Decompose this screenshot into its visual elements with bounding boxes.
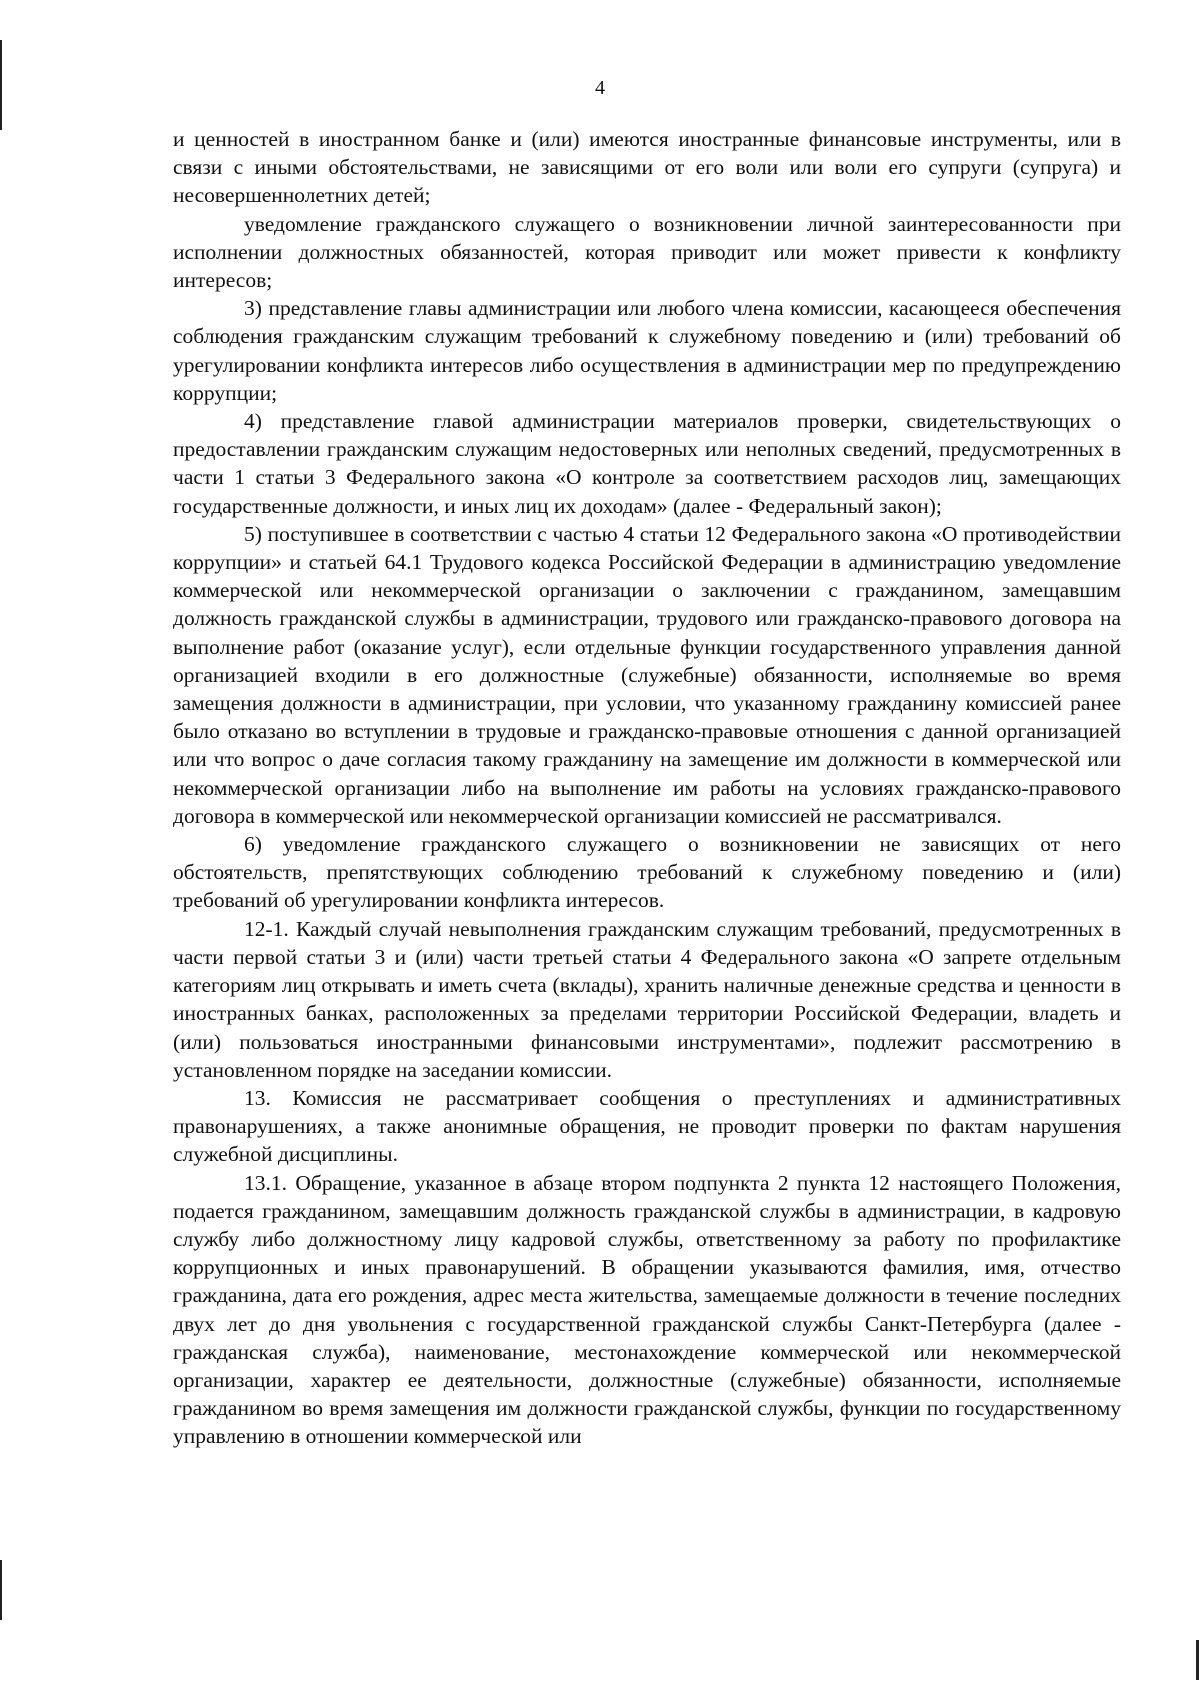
paragraph-continuation: и ценностей в иностранном банке и (или) имеются иностранные финансовые инструменты, или в связи с иными обстоятельствами, не зависящими от его воли или воли его супруги (супруга) и несовершеннолетних детей; [173,127,1121,208]
scan-edge-mark-left-lower [0,1560,2,1620]
paragraph-item-6: 6) уведомление гражданского служащего о возникновении не зависящих от него обстоятельств, препятствующих соблюдению требований к служебному поведению и (или) требований об урегулировании конфликта интересов. [173,832,1121,913]
page-number: 4 [595,77,605,99]
paragraph-13-1: 13.1. Обращение, указанное в абзаце втором подпункта 2 пункта 12 настоящего Положения, подается гражданином, замещавшим должность гражданской службы в администрации, в кадровую службу либо должностному лицу кадровой службы, ответственному за работу по профилактике коррупционных и иных правонарушений. В обращении указываются фамилия, имя, отчество гражданина, дата его рождения, адрес места жительства, замещаемые должности в течение последних двух лет до дня увольнения с государственной гражданской службы Санкт-Петербурга (далее - гражданская служба), наименование, местонахождение коммерческой или некоммерческой организации, характер ее деятельности, должностные (служебные) обязанности, исполняемые гражданином во время замещения им должности гражданской службы, функции по государственному управлению в отношении коммерческой или [173,1170,1121,1449]
paragraph-notification-interest: уведомление гражданского служащего о возникновении личной заинтересованности при исполнении должностных обязанностей, которая приводит или может привести к конфликту интересов; [173,211,1121,293]
paragraph-13: 13. Комиссия не рассматривает сообщения о преступлениях и административных правонарушениях, а также анонимные обращения, не проводит проверки по фактам нарушения служебной дисциплины. [173,1085,1121,1167]
paragraph-item-3: 3) представление главы администрации или любого члена комиссии, касающееся обеспечения соблюдения гражданским служащим требований к служебному поведению и (или) требований об урегулировании конфликта интересов либо осуществления в администрации мер по предупреждению коррупции; [173,296,1121,405]
paragraph-item-4: 4) представление главой администрации материалов проверки, свидетельствующих о предоставлении гражданским служащим недостоверных или неполных сведений, предусмотренных в части 1 статьи 3 Федерального закона «О контроле за соответствием расходов лиц, замещающих государственные должности, и иных лиц их доходам» (далее - Федеральный закон); [173,409,1121,518]
paragraph-item-5: 5) поступившее в соответствии с частью 4 статьи 12 Федерального закона «О противодействии коррупции» и статьей 64.1 Трудового кодекса Российской Федерации в администрацию уведомление коммерческой или некоммерческой организации о заключении с гражданином, замещавшим должность гражданской службы в администрации, трудового или гражданско-правового договора на выполнение работ (оказание услуг), если отдельные функции государственного управления данной организацией входили в его должностные (служебные) обязанности, исполняемые во время замещения должности в администрации, при условии, что указанному гражданину комиссией ранее было отказано во вступлении в трудовые и гражданско-правовые отношения с данной организацией или что вопрос о даче согласия такому гражданину на замещение им должности в коммерческой или некоммерческой организации либо на выполнение им работы на условиях гражданско-правового договора в коммерческой или некоммерческой организации комиссией не рассматривался. [173,521,1121,828]
paragraph-12-1: 12-1. Каждый случай невыполнения гражданским служащим требований, предусмотренных в части первой статьи 3 и (или) части третьей статьи 4 Федерального закона «О запрете отдельным категориям лиц открывать и иметь счета (вклады), хранить наличные денежные средства и ценности в иностранных банках, расположенных за пределами территории Российской Федерации, владеть и (или) пользоваться иностранными финансовыми инструментами», подлежит рассмотрению в установленном порядке на заседании комиссии. [173,916,1121,1082]
document-body [173,125,1121,1451]
scan-edge-mark-right [1196,1640,1199,1680]
scan-edge-mark-left [0,40,2,130]
